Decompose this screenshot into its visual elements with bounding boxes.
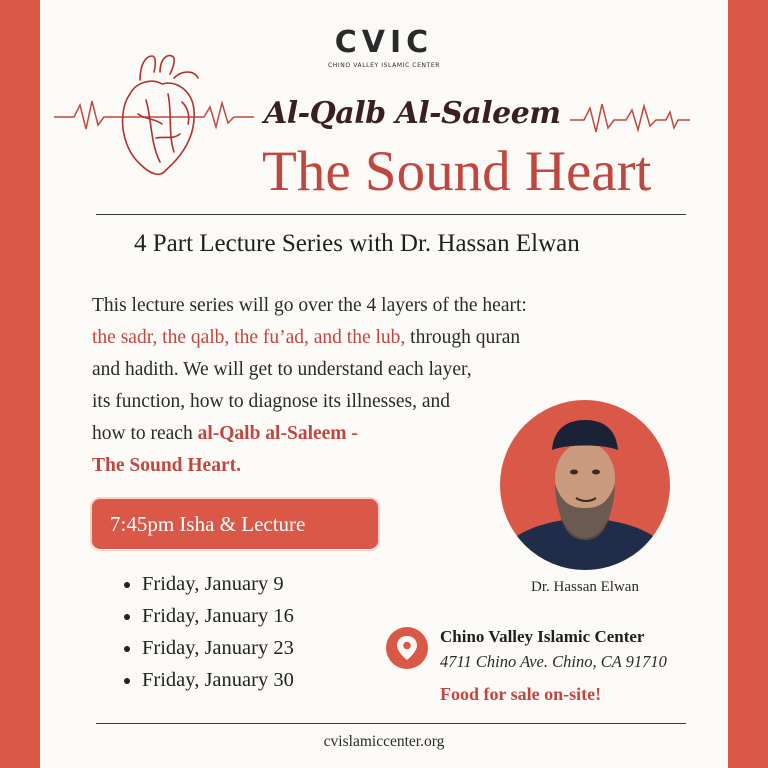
date-item: • Friday, January 30 (142, 664, 294, 696)
time-badge: 7:45pm Isha & Lecture (92, 499, 378, 549)
date-item: • Friday, January 9 (142, 568, 294, 600)
heartbeat-line-icon (570, 100, 690, 140)
description-line: This lecture series will go over the 4 layers of the heart: (92, 295, 527, 316)
speaker-portrait (500, 400, 670, 570)
highlight-text: al-Qalb al-Saleem - (197, 423, 358, 444)
date-item: • Friday, January 16 (142, 600, 294, 632)
date-item: • Friday, January 23 (142, 632, 294, 664)
location-pin-icon (386, 627, 428, 669)
description-text: through quran (405, 327, 521, 348)
series-script-title: Al-Qalb Al-Saleem (264, 96, 561, 131)
website-link[interactable]: cvislamiccenter.org (323, 733, 445, 750)
series-title: The Sound Heart (262, 140, 652, 203)
description-text: how to reach (92, 423, 198, 444)
flyer-card (40, 0, 728, 768)
logo-subtitle: CHINO VALLEY ISLAMIC CENTER (328, 62, 440, 69)
series-subtitle: 4 Part Lecture Series with Dr. Hassan Elwan (134, 230, 580, 257)
logo-mark: CVIC (334, 25, 434, 60)
speaker-name: Dr. Hassan Elwan (531, 579, 639, 595)
speaker-photo (500, 400, 670, 570)
venue-address: 4711 Chino Ave. Chino, CA 91710 (440, 652, 667, 671)
highlight-text: The Sound Heart. (92, 455, 241, 476)
anatomical-heart-icon (110, 50, 210, 185)
description-line (92, 322, 612, 354)
divider (96, 214, 686, 215)
description-line: its function, how to diagnose its illnesses, and (92, 391, 451, 412)
venue-name: Chino Valley Islamic Center (440, 627, 645, 646)
divider (96, 723, 686, 724)
food-note: Food for sale on-site! (440, 684, 602, 704)
heart-layers-text: the sadr, the qalb, the fu’ad, and the lub, (92, 327, 406, 348)
date-list (120, 568, 294, 696)
description-line: and hadith. We will get to understand each layer, (92, 359, 472, 380)
